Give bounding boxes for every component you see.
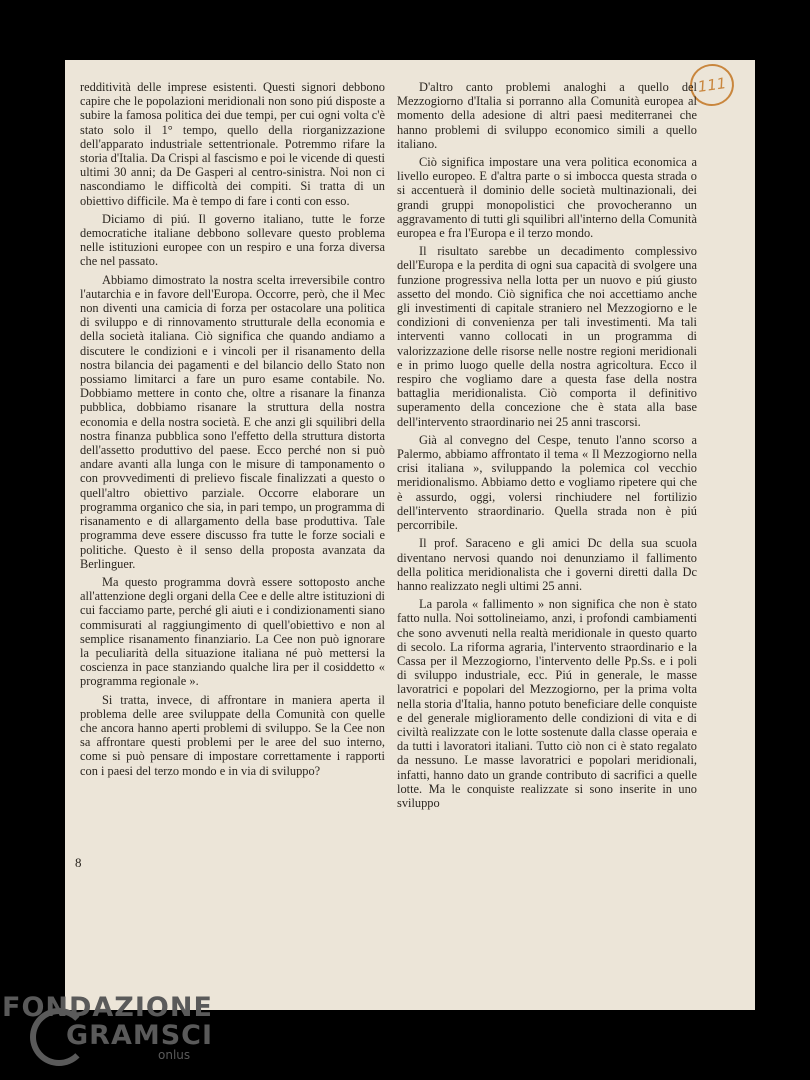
paragraph: D'altro canto problemi analoghi a quello del Mezzogiorno d'Italia si porranno alla Comunità europea al momento della adesione di altri paesi mediterranei che hanno problemi di sviluppo economico simili a quello italiano.: [397, 80, 697, 151]
paragraph: Ciò significa impostare una vera politica economica a livello europeo. E d'altra parte o si imbocca questa strada o si accentuerà il dominio delle società multinazionali, dei grandi gruppi monopolistici che provocheranno un aggravamento di tutti gli squilibri all'interno della Comunità europea e fra l'Europa e il terzo mondo.: [397, 155, 697, 241]
watermark-line2: GRAMSCI: [66, 1020, 214, 1051]
paragraph: La parola « fallimento » non significa che non è stato fatto nulla. Noi sottolineiamo, anzi, i profondi cambiamenti che sono avvenuti nella realtà meridionale in questo quarto di secolo. La riforma agraria, l'intervento straordinario e la Cassa per il Mezzogiorno, l'intervento delle Pp.Ss. e i poli di sviluppo industriale, ecc. Piú in generale, le masse lavoratrici e popolari del Mezzogiorno, per la prima volta nella storia d'Italia, hanno potuto beneficiare delle conquiste e del generale miglioramento delle condizioni di vita e di civiltà realizzate con le lotte sostenute dalla classe operaia e da tutti i lavoratori italiani. Tutto ciò non ci è stato regalato da nessuno. Le masse lavoratrici e popolari meridionali, infatti, hanno dato un grande contributo di sacrifici a quelle lotte. Ma le conquiste realizzate si sono inserite in uno sviluppo: [397, 597, 697, 810]
paragraph: Il risultato sarebbe un decadimento complessivo dell'Europa e la perdita di ogni sua capacità di svolgere una funzione progressiva nella lotta per un nuovo e piú giusto assetto del mondo. Ciò significa che noi accettiamo anche gli investimenti di capitale straniero nel Mezzogiorno e le condizioni di convenienza per tali investimenti. Ma tali interventi vanno collocati in un programma di valorizzazione delle risorse nelle nostre regioni meridionali e in primo luogo quelle della nostra agricoltura. Ecco il respiro che vogliamo dare a questa fase della nostra battaglia meridionalista. Ciò comporta il definitivo superamento della concezione che è stata alla base dell'intervento straordinario nei 25 anni trascorsi.: [397, 244, 697, 429]
page-number: 8: [75, 855, 82, 870]
paragraph: Diciamo di piú. Il governo italiano, tutte le forze democratiche italiane debbono sollevare questo problema nelle istituzioni europee con un respiro e una forza diversa che nel passato.: [80, 211, 385, 269]
archive-stamp: 111: [687, 61, 736, 109]
paragraph: Già al convegno del Cespe, tenuto l'anno scorso a Palermo, abbiamo affrontato il tema « Il Mezzogiorno nella crisi italiana », sviluppando la polemica col vecchio meridionalismo. Abbiamo detto e vogliamo ripetere qui che è assurdo, oggi, volersi rinchiudere nel fortilizio dell'intervento straordinario. Quella strada non è piú percorribile.: [397, 432, 697, 533]
watermark-line3: onlus: [158, 1048, 191, 1062]
watermark-logo: [0, 990, 214, 1080]
paragraph: Il prof. Saraceno e gli amici Dc della sua scuola diventano nervosi quando noi denunziamo il fallimento della politica meridionalista che i governi diretti dalla Dc hanno realizzato negli ultimi 25 anni.: [397, 536, 697, 593]
paragraph: Ma questo programma dovrà essere sottoposto anche all'attenzione degli organi della Cee e delle altre istituzioni di cui facciamo parte, perché gli aiuti e i condizionamenti siano commisurati al raggiungimento di quell'obiettivo e non al semplice risanamento finanziario. La Cee non può ignorare la peculiarità della situazione italiana né può mettersi la coscienza in pace stanziando qualche lira per il cosiddetto « programma regionale ».: [80, 574, 385, 689]
paragraph: Si tratta, invece, di affrontare in maniera aperta il problema delle aree sviluppate della Comunità con quelle che ancora hanno aperti problemi di sviluppo. Se la Cee non sa affrontare questi problemi per le aree del suo interno, come si può pensare di impostare correttamente i rapporti con i paesi del terzo mondo e in via di sviluppo?: [80, 692, 385, 778]
watermark-line1: FONDAZIONE: [2, 992, 213, 1023]
paragraph: Abbiamo dimostrato la nostra scelta irreversibile contro l'autarchia e in favore dell'Europa. Occorre, però, che il Mec non diventi una camicia di forza per ostacolare una politica di sviluppo e di rinnovamento strutturale della economia e della società italiana. Ciò significa che quando andiamo a discutere le condizioni e i vincoli per il risanamento della nostra bilancia dei pagamenti e del bilancio dello Stato non possiamo limitarci a fare un puro esame contabile. No. Dobbiamo mettere in conto che, oltre a risanare la finanza pubblica, dobbiamo risanare la struttura della nostra economia e della nostra società. E che anzi gli squilibri della nostra finanza pubblica sono l'effetto della struttura distorta dell'assetto produttivo del paese. Ecco perché non si può andare avanti alla lunga con le misure di tamponamento o con provvedimenti di prelievo fiscale finalizzati a questo o quell'altro obiettivo parziale. Occorre elaborare un programma organico che sia, in pari tempo, un programma di risanamento e di allargamento della base produttiva. Tale programma deve essere discusso fra tutte le forze sociali e politiche. Questo è il senso della proposta avanzata da Berlinguer.: [80, 272, 385, 571]
left-column: [80, 80, 385, 782]
right-column: [397, 80, 697, 814]
paragraph: redditività delle imprese esistenti. Questi signori debbono capire che le popolazioni meridionali non sono piú disposte a subire la famosa politica dei due tempi, per cui ogni volta c'è stato solo il 1° tempo, quello della riorganizzazione dell'apparato industriale settentrionale. Potremmo rifare la storia d'Italia. Da Crispi al fascismo e poi le vicende di questi ultimi 30 anni; da De Gasperi al centro-sinistra. Noi non ci nascondiamo le difficoltà dei compiti. Si tratta di un obiettivo difficile. Ma è tempo di fare i conti con esso.: [80, 80, 385, 208]
